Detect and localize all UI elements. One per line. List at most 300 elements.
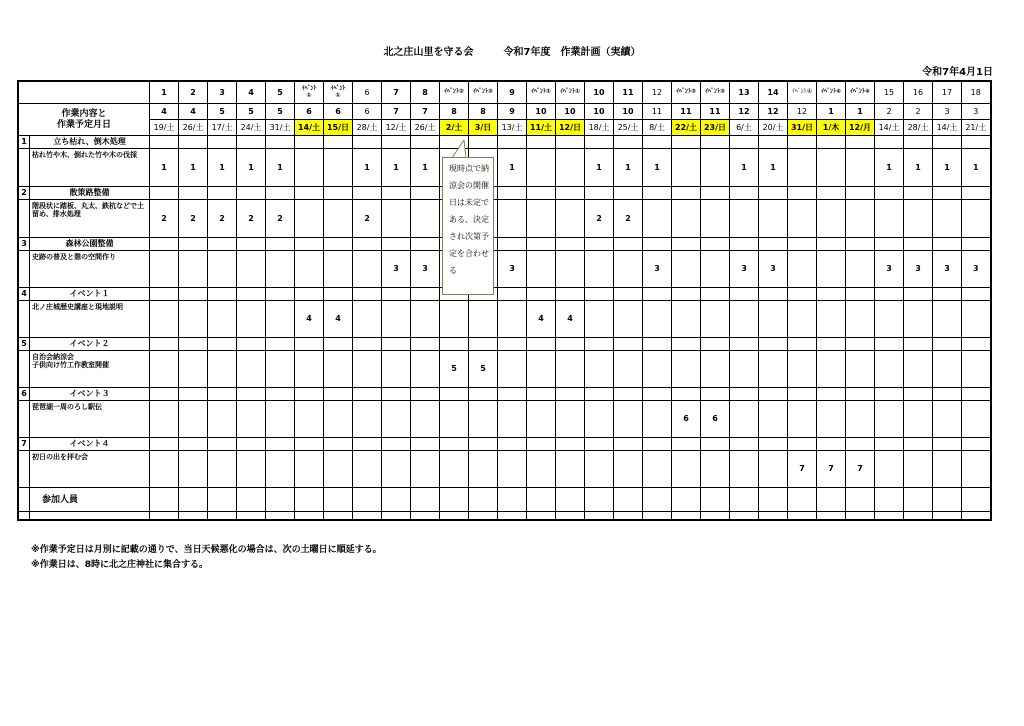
empty-cell bbox=[904, 438, 933, 451]
schedule-cell bbox=[440, 301, 469, 338]
empty-cell bbox=[527, 438, 556, 451]
spacer-cell bbox=[18, 301, 30, 338]
column-number: ｲﾍﾞﾝﾄ② bbox=[440, 81, 469, 104]
schedule-cell bbox=[701, 351, 730, 388]
empty-cell bbox=[382, 512, 411, 520]
footnotes bbox=[31, 543, 382, 573]
schedule-cell bbox=[933, 351, 962, 388]
schedule-cell bbox=[179, 251, 208, 288]
column-month: 2 bbox=[875, 104, 904, 120]
column-month: 12 bbox=[759, 104, 788, 120]
callout-note: 現時点で納涼会の開催日は未定である、決定され次第予定を合わせる bbox=[442, 157, 494, 295]
schedule-cell bbox=[585, 251, 614, 288]
empty-cell bbox=[875, 438, 904, 451]
empty-cell bbox=[150, 338, 179, 351]
column-month: 11 bbox=[643, 104, 672, 120]
column-date: 19/土 bbox=[150, 120, 179, 136]
schedule-cell bbox=[817, 200, 846, 238]
schedule-cell bbox=[295, 451, 324, 488]
schedule-cell bbox=[672, 149, 701, 187]
category-row bbox=[18, 187, 991, 200]
schedule-cell bbox=[875, 351, 904, 388]
schedule-cell bbox=[324, 251, 353, 288]
schedule-cell: 3 bbox=[643, 251, 672, 288]
column-month: 2 bbox=[904, 104, 933, 120]
empty-cell bbox=[701, 187, 730, 200]
empty-cell bbox=[179, 512, 208, 520]
schedule-cell bbox=[353, 401, 382, 438]
schedule-cell bbox=[498, 351, 527, 388]
schedule-cell bbox=[556, 401, 585, 438]
header-row-month bbox=[18, 104, 991, 120]
schedule-cell bbox=[469, 451, 498, 488]
column-number: ｲﾍﾞﾝﾄ④ bbox=[817, 81, 846, 104]
schedule-cell: 1 bbox=[179, 149, 208, 187]
schedule-cell: 6 bbox=[701, 401, 730, 438]
schedule-cell bbox=[324, 401, 353, 438]
column-month: 10 bbox=[614, 104, 643, 120]
schedule-cell: 4 bbox=[527, 301, 556, 338]
column-number: ｲﾍﾞﾝﾄ④ bbox=[846, 81, 875, 104]
empty-cell bbox=[643, 238, 672, 251]
column-month: 6 bbox=[324, 104, 353, 120]
schedule-cell bbox=[237, 351, 266, 388]
empty-cell bbox=[933, 238, 962, 251]
empty-cell bbox=[643, 512, 672, 520]
empty-cell bbox=[672, 288, 701, 301]
column-month: 6 bbox=[353, 104, 382, 120]
empty-cell bbox=[730, 288, 759, 301]
schedule-cell bbox=[817, 301, 846, 338]
category-number: 3 bbox=[18, 238, 30, 251]
empty-cell bbox=[469, 512, 498, 520]
participants-cell bbox=[788, 488, 817, 512]
schedule-cell bbox=[266, 451, 295, 488]
column-date: 14/土 bbox=[875, 120, 904, 136]
empty-cell bbox=[701, 238, 730, 251]
participants-cell bbox=[150, 488, 179, 512]
category-number: 6 bbox=[18, 388, 30, 401]
schedule-cell bbox=[179, 401, 208, 438]
empty-cell bbox=[237, 187, 266, 200]
spacer-cell bbox=[18, 200, 30, 238]
schedule-cell bbox=[962, 451, 991, 488]
schedule-cell: 3 bbox=[411, 251, 440, 288]
column-number: 6 bbox=[353, 81, 382, 104]
empty-cell bbox=[382, 136, 411, 149]
schedule-cell: 1 bbox=[933, 149, 962, 187]
empty-cell bbox=[701, 136, 730, 149]
empty-cell bbox=[904, 388, 933, 401]
schedule-cell bbox=[614, 401, 643, 438]
participants-cell bbox=[353, 488, 382, 512]
empty-cell bbox=[672, 136, 701, 149]
empty-cell bbox=[962, 238, 991, 251]
schedule-cell: 3 bbox=[875, 251, 904, 288]
schedule-cell bbox=[643, 351, 672, 388]
schedule-cell bbox=[382, 401, 411, 438]
empty-cell bbox=[498, 238, 527, 251]
category-row bbox=[18, 136, 991, 149]
empty-cell bbox=[962, 438, 991, 451]
column-month: 4 bbox=[150, 104, 179, 120]
empty-cell bbox=[672, 238, 701, 251]
column-date: 18/土 bbox=[585, 120, 614, 136]
column-date: 11/土 bbox=[527, 120, 556, 136]
empty-cell bbox=[614, 187, 643, 200]
empty-cell bbox=[962, 512, 991, 520]
schedule-cell bbox=[411, 451, 440, 488]
column-number: ｲﾍﾞﾝﾄ③ bbox=[701, 81, 730, 104]
empty-cell bbox=[411, 288, 440, 301]
empty-cell bbox=[962, 288, 991, 301]
schedule-cell bbox=[962, 301, 991, 338]
header-corner bbox=[18, 81, 150, 104]
empty-cell bbox=[266, 338, 295, 351]
schedule-cell bbox=[208, 301, 237, 338]
schedule-cell: 1 bbox=[208, 149, 237, 187]
schedule-cell bbox=[933, 451, 962, 488]
empty-cell bbox=[933, 438, 962, 451]
schedule-cell bbox=[672, 200, 701, 238]
empty-cell bbox=[875, 388, 904, 401]
schedule-cell bbox=[556, 200, 585, 238]
column-month: 7 bbox=[382, 104, 411, 120]
schedule-cell bbox=[237, 251, 266, 288]
empty-cell bbox=[730, 512, 759, 520]
schedule-cell bbox=[846, 200, 875, 238]
bottom-row bbox=[18, 512, 991, 520]
empty-cell bbox=[208, 288, 237, 301]
schedule-cell bbox=[382, 451, 411, 488]
empty-cell bbox=[904, 512, 933, 520]
empty-cell bbox=[324, 288, 353, 301]
empty-cell bbox=[846, 438, 875, 451]
empty-cell bbox=[672, 388, 701, 401]
empty-cell bbox=[295, 288, 324, 301]
column-number: 18 bbox=[962, 81, 991, 104]
schedule-cell bbox=[150, 301, 179, 338]
empty-cell bbox=[208, 136, 237, 149]
schedule-cell bbox=[933, 200, 962, 238]
participants-cell bbox=[237, 488, 266, 512]
schedule-cell: 7 bbox=[846, 451, 875, 488]
empty-cell bbox=[788, 438, 817, 451]
column-date: 1/木 bbox=[817, 120, 846, 136]
category-name: 森林公園整備 bbox=[30, 238, 150, 251]
schedule-cell bbox=[643, 200, 672, 238]
schedule-cell bbox=[527, 251, 556, 288]
column-date: 28/土 bbox=[353, 120, 382, 136]
empty-cell bbox=[556, 136, 585, 149]
empty-cell bbox=[179, 338, 208, 351]
participants-cell bbox=[411, 488, 440, 512]
empty-cell bbox=[440, 338, 469, 351]
schedule-cell: 1 bbox=[875, 149, 904, 187]
schedule-cell bbox=[875, 401, 904, 438]
empty-cell bbox=[324, 338, 353, 351]
empty-cell bbox=[411, 512, 440, 520]
column-month: 8 bbox=[469, 104, 498, 120]
empty-cell bbox=[962, 136, 991, 149]
empty-cell bbox=[585, 438, 614, 451]
empty-cell bbox=[382, 288, 411, 301]
participants-row bbox=[18, 488, 991, 512]
schedule-cell bbox=[730, 451, 759, 488]
column-date: 13/土 bbox=[498, 120, 527, 136]
column-date: 17/土 bbox=[208, 120, 237, 136]
schedule-cell bbox=[527, 149, 556, 187]
empty-cell bbox=[614, 238, 643, 251]
schedule-cell bbox=[585, 401, 614, 438]
schedule-cell bbox=[817, 351, 846, 388]
schedule-cell: 3 bbox=[904, 251, 933, 288]
schedule-cell bbox=[846, 301, 875, 338]
participants-cell bbox=[324, 488, 353, 512]
column-month: 1 bbox=[817, 104, 846, 120]
empty-cell bbox=[498, 388, 527, 401]
schedule-cell bbox=[730, 401, 759, 438]
schedule-cell bbox=[179, 451, 208, 488]
empty-cell bbox=[556, 512, 585, 520]
column-number: 14 bbox=[759, 81, 788, 104]
column-number: ｲﾍﾞﾝﾄ④ bbox=[788, 81, 817, 104]
empty-cell bbox=[179, 438, 208, 451]
column-month: 3 bbox=[962, 104, 991, 120]
column-date: 26/土 bbox=[179, 120, 208, 136]
empty-cell bbox=[382, 438, 411, 451]
spacer-cell bbox=[18, 351, 30, 388]
empty-cell bbox=[730, 338, 759, 351]
empty-cell bbox=[498, 512, 527, 520]
empty-cell bbox=[440, 512, 469, 520]
schedule-cell bbox=[788, 200, 817, 238]
schedule-cell bbox=[382, 351, 411, 388]
empty-cell bbox=[701, 438, 730, 451]
schedule-cell bbox=[208, 451, 237, 488]
empty-cell bbox=[498, 438, 527, 451]
schedule-cell: 1 bbox=[730, 149, 759, 187]
schedule-cell bbox=[672, 301, 701, 338]
participants-label: 参加人員 bbox=[30, 488, 150, 512]
schedule-cell bbox=[440, 401, 469, 438]
empty-cell bbox=[875, 288, 904, 301]
schedule-cell bbox=[962, 200, 991, 238]
empty-cell bbox=[904, 136, 933, 149]
empty-cell bbox=[237, 512, 266, 520]
empty-cell bbox=[237, 288, 266, 301]
empty-cell bbox=[759, 288, 788, 301]
schedule-cell bbox=[527, 351, 556, 388]
empty-cell bbox=[498, 187, 527, 200]
empty-cell bbox=[875, 512, 904, 520]
empty-cell bbox=[730, 438, 759, 451]
column-month: 4 bbox=[179, 104, 208, 120]
schedule-cell: 1 bbox=[614, 149, 643, 187]
empty-cell bbox=[527, 136, 556, 149]
schedule-cell bbox=[614, 251, 643, 288]
column-number: 11 bbox=[614, 81, 643, 104]
schedule-cell bbox=[730, 351, 759, 388]
empty-cell bbox=[672, 438, 701, 451]
header-row-number bbox=[18, 81, 991, 104]
column-number: ｲﾍﾞﾝﾄ③ bbox=[672, 81, 701, 104]
spacer-cell bbox=[18, 149, 30, 187]
column-month: 1 bbox=[846, 104, 875, 120]
empty-cell bbox=[382, 338, 411, 351]
empty-cell bbox=[382, 388, 411, 401]
empty-cell bbox=[643, 136, 672, 149]
empty-cell bbox=[759, 187, 788, 200]
empty-cell bbox=[846, 288, 875, 301]
schedule-cell bbox=[788, 251, 817, 288]
column-number: ｲﾍﾞﾝﾄ ① bbox=[324, 81, 353, 104]
schedule-cell: 1 bbox=[962, 149, 991, 187]
column-number: 4 bbox=[237, 81, 266, 104]
empty-cell bbox=[962, 338, 991, 351]
empty-cell bbox=[759, 238, 788, 251]
task-description: 北ノ庄城歴史講座と現地説明 bbox=[30, 301, 150, 338]
column-month: 5 bbox=[266, 104, 295, 120]
empty-cell bbox=[266, 288, 295, 301]
schedule-cell bbox=[266, 251, 295, 288]
empty-cell bbox=[237, 136, 266, 149]
column-number: 1 bbox=[150, 81, 179, 104]
empty-cell bbox=[933, 338, 962, 351]
empty-cell bbox=[440, 388, 469, 401]
empty-cell bbox=[150, 512, 179, 520]
empty-cell bbox=[150, 187, 179, 200]
schedule-cell bbox=[295, 251, 324, 288]
empty-cell bbox=[266, 136, 295, 149]
column-date: 6/土 bbox=[730, 120, 759, 136]
spacer-cell bbox=[30, 512, 150, 520]
empty-cell bbox=[498, 136, 527, 149]
category-number: 4 bbox=[18, 288, 30, 301]
empty-cell bbox=[846, 136, 875, 149]
empty-cell bbox=[556, 438, 585, 451]
schedule-cell bbox=[614, 351, 643, 388]
column-date: 20/土 bbox=[759, 120, 788, 136]
empty-cell bbox=[353, 338, 382, 351]
column-number: 16 bbox=[904, 81, 933, 104]
task-row bbox=[18, 401, 991, 438]
schedule-cell: 4 bbox=[556, 301, 585, 338]
category-number: 7 bbox=[18, 438, 30, 451]
column-month: 9 bbox=[498, 104, 527, 120]
empty-cell bbox=[179, 136, 208, 149]
schedule-cell bbox=[817, 149, 846, 187]
empty-cell bbox=[324, 388, 353, 401]
empty-cell bbox=[846, 238, 875, 251]
empty-cell bbox=[295, 438, 324, 451]
column-date: 25/土 bbox=[614, 120, 643, 136]
empty-cell bbox=[266, 388, 295, 401]
empty-cell bbox=[904, 338, 933, 351]
schedule-cell bbox=[382, 301, 411, 338]
empty-cell bbox=[904, 187, 933, 200]
empty-cell bbox=[208, 338, 237, 351]
schedule-cell bbox=[672, 251, 701, 288]
schedule-cell bbox=[150, 251, 179, 288]
empty-cell bbox=[730, 238, 759, 251]
column-number: ｲﾍﾞﾝﾄ ① bbox=[295, 81, 324, 104]
schedule-cell bbox=[353, 351, 382, 388]
schedule-cell bbox=[788, 301, 817, 338]
schedule-cell bbox=[179, 301, 208, 338]
schedule-cell bbox=[498, 301, 527, 338]
empty-cell bbox=[643, 388, 672, 401]
empty-cell bbox=[759, 438, 788, 451]
schedule-cell bbox=[904, 451, 933, 488]
empty-cell bbox=[237, 388, 266, 401]
schedule-cell bbox=[759, 451, 788, 488]
schedule-cell bbox=[846, 401, 875, 438]
empty-cell bbox=[150, 288, 179, 301]
schedule-cell: 3 bbox=[730, 251, 759, 288]
column-month: 7 bbox=[411, 104, 440, 120]
schedule-cell bbox=[962, 351, 991, 388]
empty-cell bbox=[875, 238, 904, 251]
column-date: 14/土 bbox=[295, 120, 324, 136]
empty-cell bbox=[643, 187, 672, 200]
schedule-cell: 1 bbox=[237, 149, 266, 187]
empty-cell bbox=[846, 512, 875, 520]
schedule-cell: 3 bbox=[759, 251, 788, 288]
schedule-cell bbox=[904, 401, 933, 438]
category-name: イベント４ bbox=[30, 438, 150, 451]
schedule-cell bbox=[469, 301, 498, 338]
schedule-cell bbox=[324, 351, 353, 388]
schedule-cell: 5 bbox=[440, 351, 469, 388]
category-number: 2 bbox=[18, 187, 30, 200]
empty-cell bbox=[585, 512, 614, 520]
empty-cell bbox=[614, 512, 643, 520]
schedule-cell: 1 bbox=[904, 149, 933, 187]
column-month: 3 bbox=[933, 104, 962, 120]
empty-cell bbox=[266, 187, 295, 200]
empty-cell bbox=[585, 238, 614, 251]
schedule-cell bbox=[469, 401, 498, 438]
empty-cell bbox=[933, 187, 962, 200]
column-date: 26/土 bbox=[411, 120, 440, 136]
empty-cell bbox=[208, 238, 237, 251]
schedule-cell bbox=[498, 200, 527, 238]
empty-cell bbox=[585, 187, 614, 200]
schedule-cell bbox=[295, 351, 324, 388]
empty-cell bbox=[411, 438, 440, 451]
schedule-cell bbox=[672, 451, 701, 488]
column-number: 17 bbox=[933, 81, 962, 104]
column-date: 21/土 bbox=[962, 120, 991, 136]
schedule-cell bbox=[295, 149, 324, 187]
schedule-cell bbox=[846, 251, 875, 288]
empty-cell bbox=[527, 288, 556, 301]
empty-cell bbox=[469, 338, 498, 351]
schedule-cell bbox=[353, 251, 382, 288]
empty-cell bbox=[266, 438, 295, 451]
empty-cell bbox=[614, 388, 643, 401]
participants-cell bbox=[672, 488, 701, 512]
schedule-cell bbox=[585, 301, 614, 338]
column-number: 7 bbox=[382, 81, 411, 104]
empty-cell bbox=[556, 338, 585, 351]
schedule-cell: 4 bbox=[295, 301, 324, 338]
task-description: 初日の出を拝む会 bbox=[30, 451, 150, 488]
schedule-cell bbox=[353, 301, 382, 338]
empty-cell bbox=[614, 338, 643, 351]
empty-cell bbox=[585, 288, 614, 301]
